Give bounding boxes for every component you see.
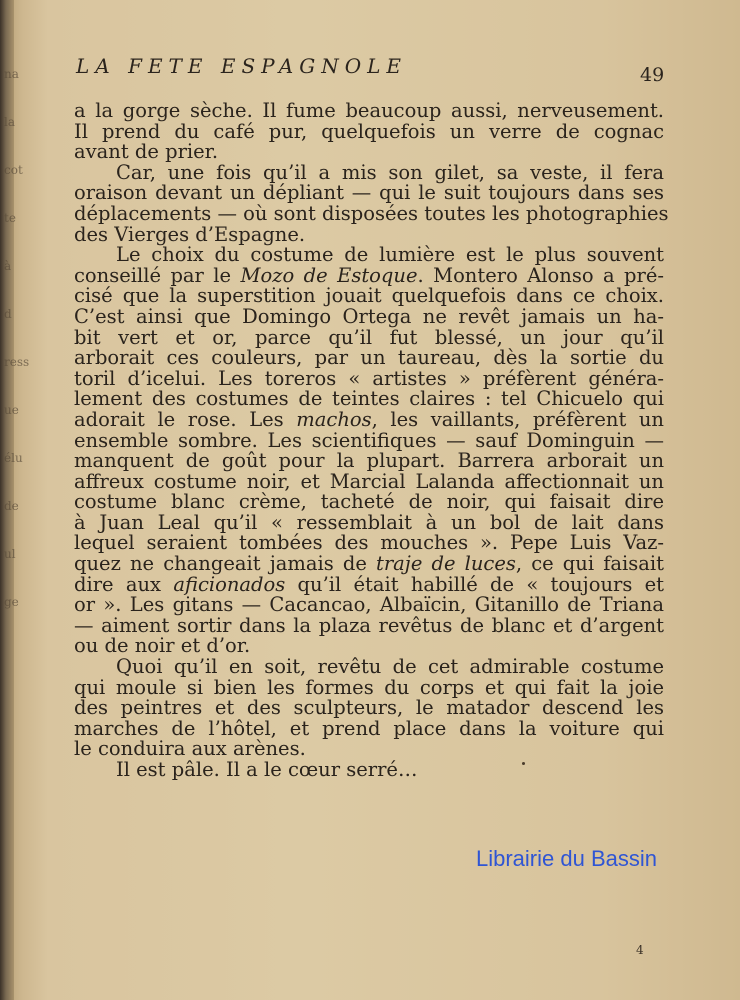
edge-fragment: ul (4, 547, 16, 561)
text-line: a la gorge sèche. Il fume beaucoup aussi, nerveusement. (74, 99, 664, 122)
text-line: costume blanc crème, tacheté de noir, qui faisait dire (74, 490, 664, 514)
edge-fragment: la (4, 115, 15, 129)
text-line: bit vert et or, parce qu’il fut blessé, un jour qu’il (74, 325, 664, 349)
edge-fragment: élu (4, 451, 23, 465)
text-line: avant de prier. (74, 140, 219, 164)
text-line: Quoi qu’il en soit, revêtu de cet admirable costume (116, 655, 664, 679)
text-line: à Juan Leal qu’il « ressemblait à un bol de lait dans (74, 510, 664, 534)
text-line: ou de noir et d’or. (74, 634, 251, 658)
seller-watermark: Librairie du Bassin (476, 846, 657, 871)
edge-fragment: d (4, 307, 12, 321)
ink-speck (522, 762, 525, 765)
text-line: C’est ainsi que Domingo Ortega ne revêt jamais un ha- (74, 304, 664, 328)
text-line: qui moule si bien les formes du corps et qui fait la joie (74, 675, 664, 699)
edge-fragment: te (4, 211, 16, 225)
text-line: cisé que la superstition jouait quelquefois dans ce choix. (74, 284, 664, 308)
text-line: or ». Les gitans — Cacancao, Albaïcin, Gitanillo de Triana (74, 593, 664, 617)
running-title: LA FETE ESPAGNOLE (76, 54, 407, 78)
text-line: — aiment sortir dans la plaza revêtus de blanc et d’argent (74, 613, 664, 637)
text-line: toril d’icelui. Les toreros « artistes » préfèrent généra- (74, 366, 664, 390)
edge-fragment: ue (4, 403, 19, 417)
text-line: conseillé par le Mozo de Estoque. Montero Alonso a pré- (74, 263, 664, 287)
text-line: affreux costume noir, et Marcial Lalanda affectionnait un (74, 469, 664, 493)
text-line: arborait ces couleurs, par un taureau, dès la sortie du (74, 346, 664, 370)
text-line: Il est pâle. Il a le cœur serré… (116, 758, 418, 781)
text-line: lement des costumes de teintes claires : tel Chicuelo qui (74, 387, 664, 411)
text-line: marches de l’hôtel, et prend place dans la voiture qui (74, 716, 664, 740)
text-line: des peintres et des sculpteurs, le matador descend les (74, 696, 664, 720)
text-line: Car, une fois qu’il a mis son gilet, sa veste, il fera (116, 160, 664, 184)
edge-fragment: ge (4, 595, 19, 609)
text-line: le conduira aux arènes. (74, 737, 306, 761)
text-line: dire aux aficionados qu’il était habillé de « toujours et (74, 572, 664, 596)
text-line: Il prend du café pur, quelquefois un verre de cognac (74, 119, 664, 143)
text-line: quez ne changeait jamais de traje de luces, ce qui faisait (74, 552, 664, 576)
text-line: Le choix du costume de lumière est le plus souvent (116, 243, 664, 267)
page-number: 49 (640, 64, 665, 86)
text-line: manquent de goût pour la plupart. Barrera arborait un (74, 449, 664, 473)
edge-fragment: de (4, 499, 19, 513)
edge-fragment: na (4, 67, 19, 81)
body-text (74, 99, 669, 781)
text-line: adorait le rose. Les machos, les vaillants, préfèrent un (74, 407, 664, 431)
facing-page-edge (4, 50, 30, 810)
edge-fragment: cot (4, 163, 23, 177)
edge-fragment: ress (4, 355, 30, 369)
text-line: ensemble sombre. Les scientifiques — sauf Dominguin — (74, 428, 664, 452)
text-line: lequel seraient tombées des mouches ». Pepe Luis Vaz- (74, 531, 664, 555)
text-line: oraison devant un dépliant — qui le suit toujours dans ses (74, 181, 664, 205)
signature-mark: 4 (636, 943, 644, 957)
edge-fragment: à (4, 259, 12, 273)
text-line: des Vierges d’Espagne. (74, 222, 306, 246)
text-line: déplacements — où sont disposées toutes les photographies (74, 201, 669, 225)
